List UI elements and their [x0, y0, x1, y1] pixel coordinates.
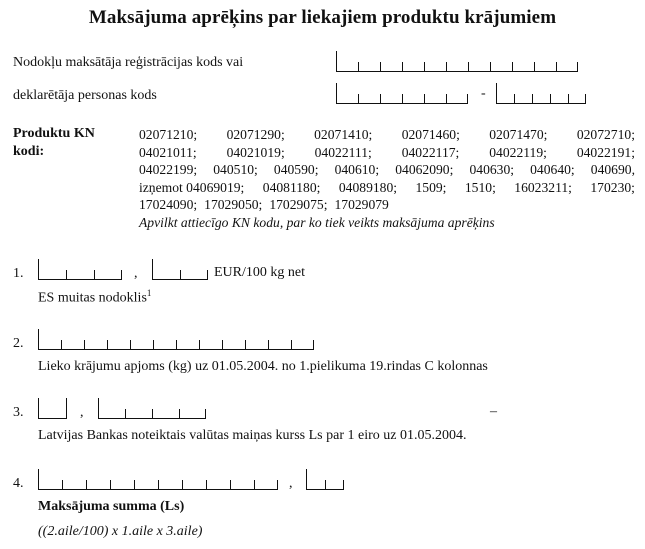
kn-code-list: [139, 126, 635, 231]
kn-code[interactable]: 17024090;: [139, 197, 198, 212]
item-3-number: 3.: [13, 405, 24, 420]
personal-code-dash: -: [481, 86, 486, 101]
item-4-number: 4.: [13, 476, 24, 491]
kn-code[interactable]: 16023211;: [514, 179, 572, 195]
kn-code[interactable]: 040630;: [469, 162, 515, 177]
kn-code-row: [139, 144, 635, 162]
personal-code-part1-field[interactable]: [336, 84, 468, 104]
kn-code[interactable]: 04089180;: [338, 179, 398, 195]
kn-code[interactable]: 04022117;: [401, 144, 460, 160]
stray-mark: –: [490, 404, 497, 419]
kn-code[interactable]: 04022119;: [489, 144, 547, 160]
kn-code[interactable]: 040590;: [273, 162, 319, 177]
kn-label-line1: Produktu KN: [13, 126, 95, 141]
kn-code-row: [139, 179, 635, 197]
item-4-decimal-comma: ,: [289, 476, 293, 491]
kn-code[interactable]: 04022199;: [139, 162, 198, 177]
item-1-unit: EUR/100 kg net: [214, 265, 305, 280]
kn-code[interactable]: 040610;: [334, 162, 380, 177]
item-1-decimal-comma: ,: [134, 266, 138, 281]
payment-amount-decimal-field[interactable]: [306, 470, 344, 490]
kn-code-row: [139, 161, 635, 179]
taxpayer-label-line2: deklarētāja personas kods: [13, 88, 157, 103]
kn-code[interactable]: 02072710;: [576, 127, 635, 142]
kn-code-row: [139, 196, 635, 214]
item-1-description: ES muitas nodoklis$^1$: [38, 288, 152, 306]
personal-code-part2-field[interactable]: [496, 84, 586, 104]
kn-code[interactable]: 1510;: [464, 179, 496, 195]
item-2-description: Lieko krājumu apjoms (kg) uz 01.05.2004. no 1.pielikuma 19.rindas C kolonnas: [38, 359, 488, 374]
customs-duty-decimal-field[interactable]: [152, 260, 208, 280]
kn-code[interactable]: 02071290;: [226, 127, 285, 142]
kn-code[interactable]: 04022191;: [576, 144, 635, 160]
item-1-number: 1.: [13, 266, 24, 281]
kn-code[interactable]: 040510;: [213, 162, 258, 177]
taxpayer-label-line1: Nodokļu maksātāja reģistrācijas kods vai: [13, 55, 244, 70]
footnote-marker: 1: [146, 288, 152, 298]
kn-code[interactable]: 040640;: [530, 162, 575, 177]
kn-code[interactable]: 1509;: [415, 179, 447, 195]
kn-code[interactable]: 02071460;: [401, 127, 460, 142]
kn-code[interactable]: 04022111;: [314, 144, 372, 160]
exchange-rate-decimal-field[interactable]: [98, 399, 206, 419]
exchange-rate-integer-field[interactable]: [38, 399, 67, 419]
page-title: Maksājuma aprēķins par liekajiem produktu krājumiem: [88, 7, 557, 28]
item-4-formula: ((2.aile/100) x 1.aile x 3.aile): [38, 524, 203, 539]
item-4-description: Maksājuma summa (Ls): [38, 499, 185, 514]
customs-duty-integer-field[interactable]: [38, 260, 122, 280]
item-3-decimal-comma: ,: [80, 405, 84, 420]
surplus-volume-field[interactable]: [38, 330, 314, 350]
kn-code[interactable]: 04081180;: [262, 179, 321, 195]
item-3-description: Latvijas Bankas noteiktais valūtas maiņas kurss Ls par 1 eiro uz 01.05.2004.: [38, 428, 467, 443]
payment-amount-integer-field[interactable]: [38, 470, 278, 490]
kn-code[interactable]: 170230;: [590, 179, 635, 195]
kn-code[interactable]: izņemot 04069019;: [139, 179, 245, 195]
kn-code-row: [139, 126, 635, 144]
kn-code[interactable]: 040690,: [590, 162, 635, 177]
kn-code[interactable]: 02071410;: [314, 127, 373, 142]
kn-code[interactable]: 17029075;: [269, 197, 328, 212]
kn-instruction-note: Apvilkt attiecīgo KN kodu, par ko tiek veikts maksājuma aprēķins: [139, 214, 495, 230]
kn-code[interactable]: 04062090;: [395, 162, 454, 177]
kn-code[interactable]: 04021019;: [226, 144, 285, 160]
kn-code[interactable]: 02071470;: [489, 127, 548, 142]
registration-code-field[interactable]: [336, 52, 578, 72]
kn-code[interactable]: 17029079: [334, 197, 389, 212]
item-2-number: 2.: [13, 336, 24, 351]
kn-label-line2: kodi:: [13, 144, 45, 159]
kn-code[interactable]: 04021011;: [139, 144, 197, 160]
kn-code[interactable]: 17029050;: [204, 197, 263, 212]
kn-code[interactable]: 02071210;: [139, 127, 198, 142]
